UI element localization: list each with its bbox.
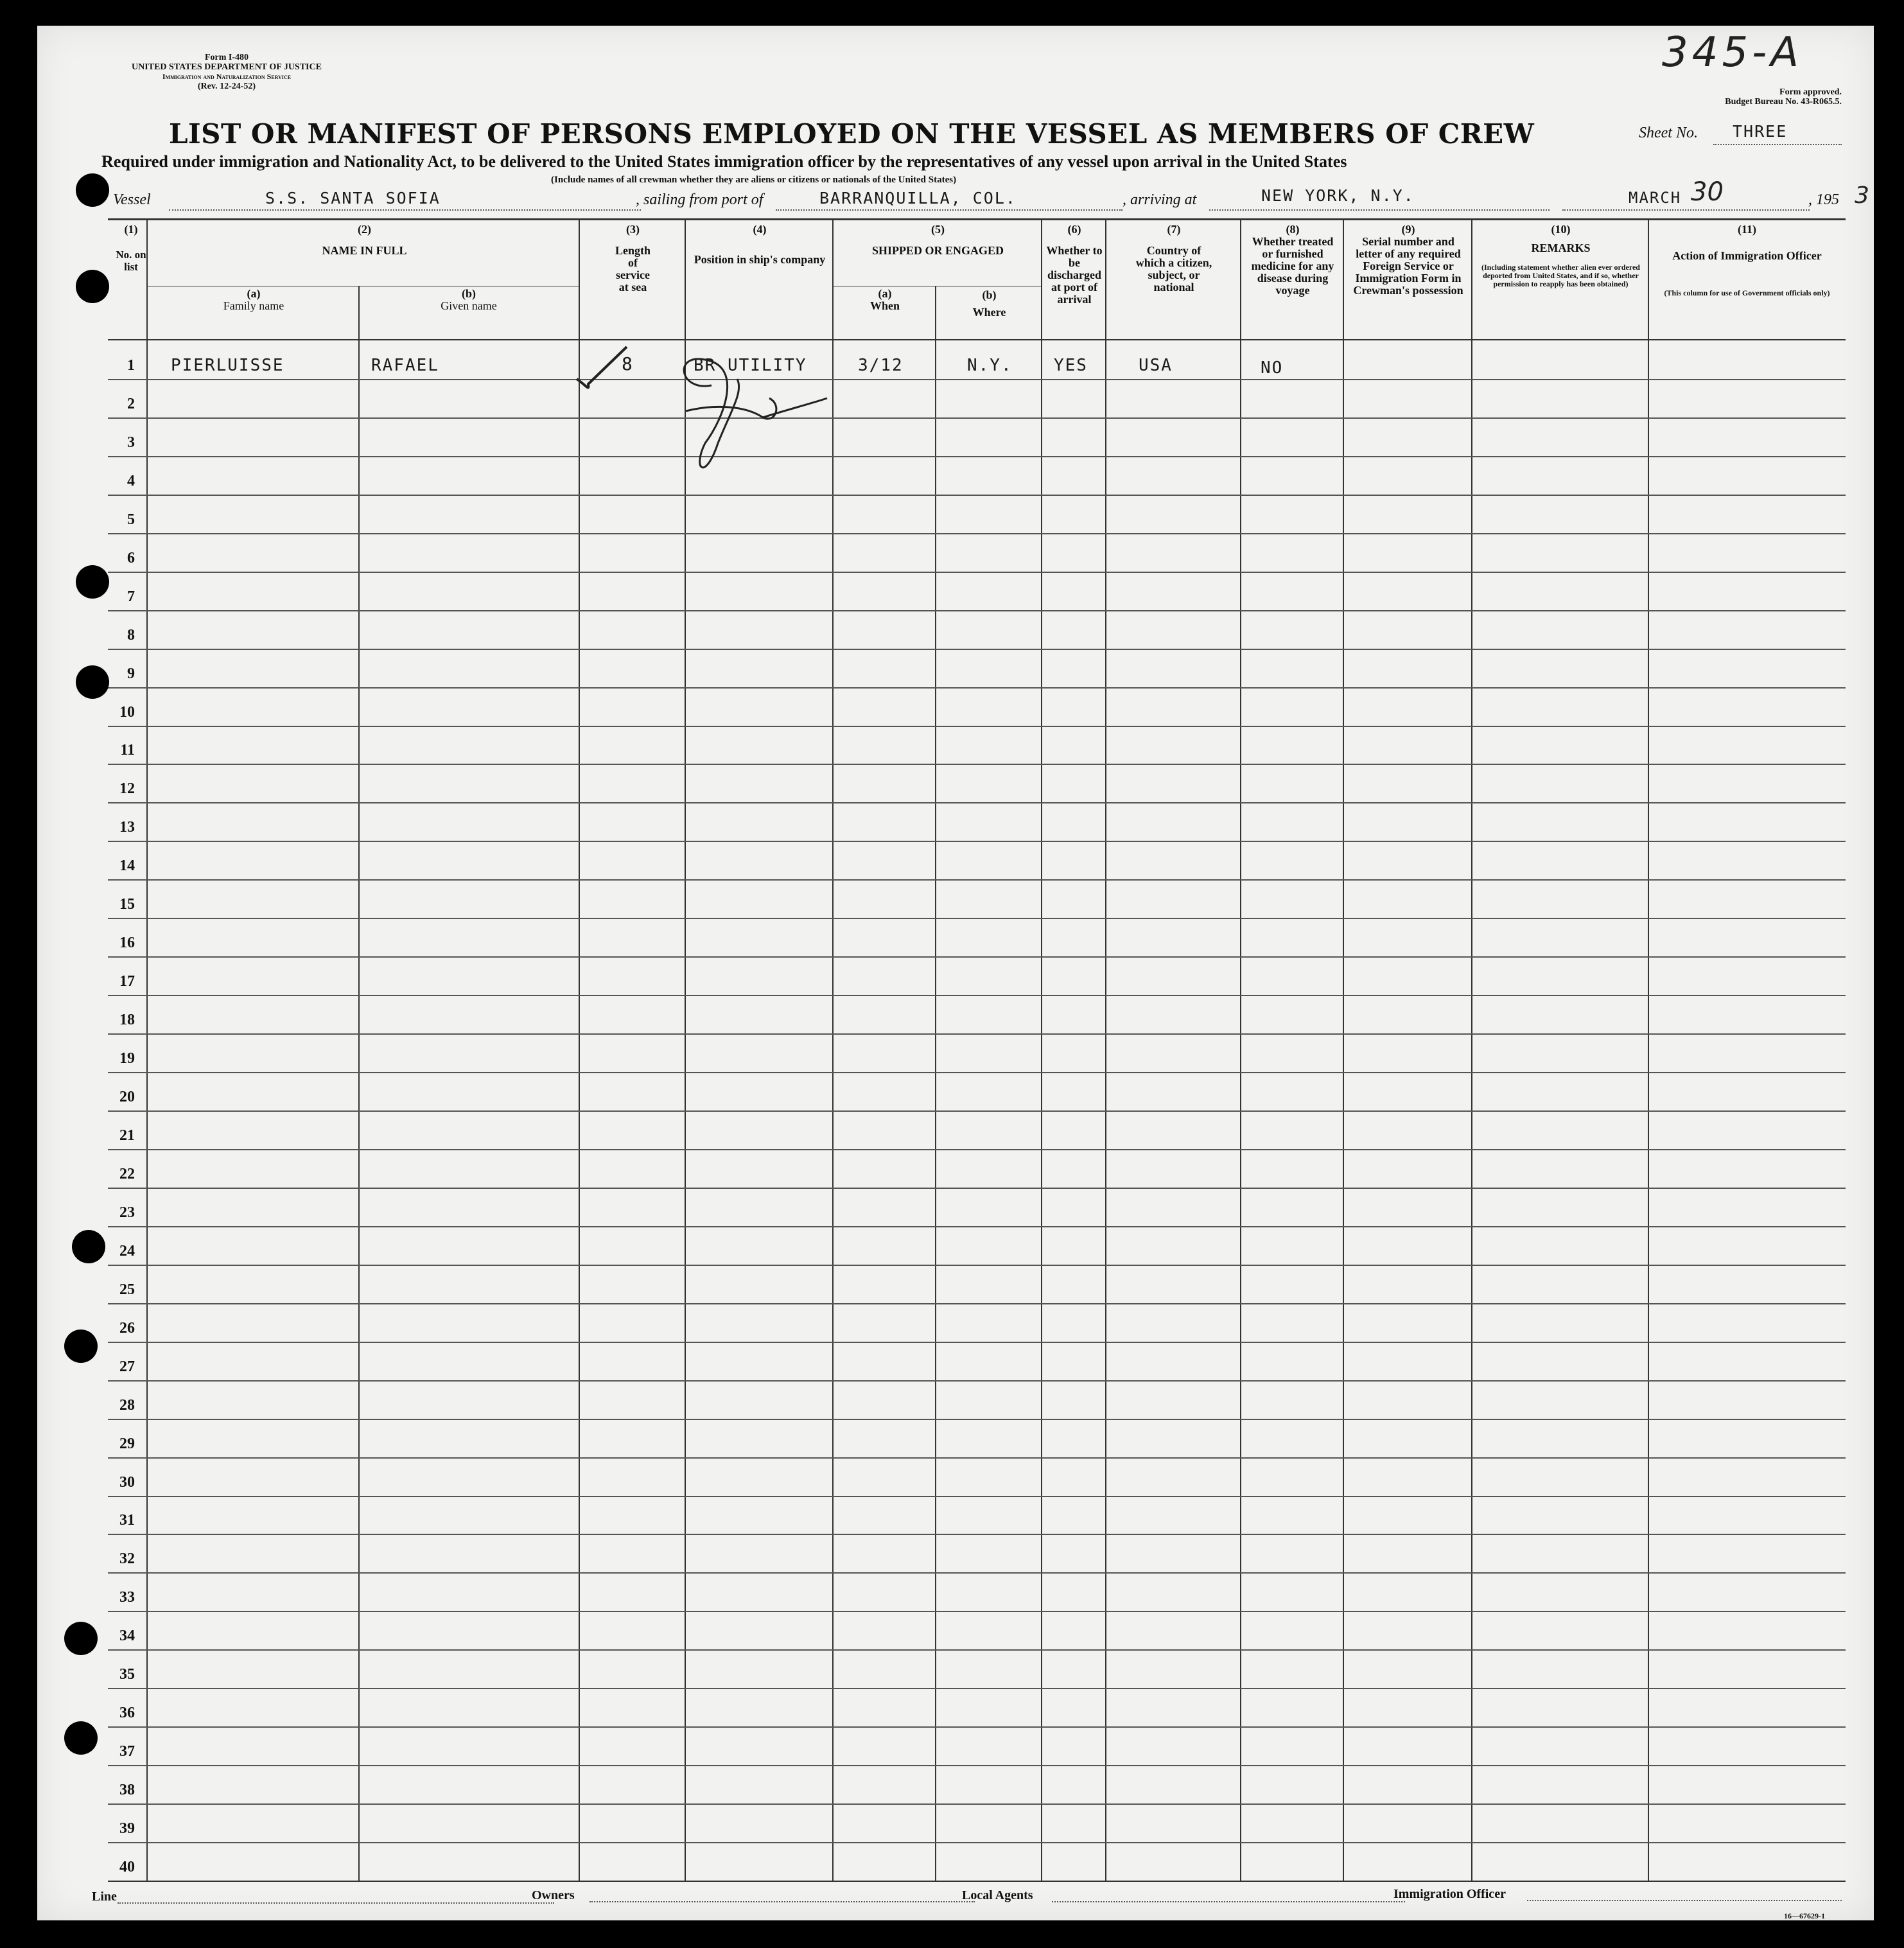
col2-number: (2) — [358, 223, 371, 236]
col2-header — [148, 224, 581, 257]
row-number: 1 — [127, 357, 135, 374]
col11-number: (11) — [1738, 223, 1756, 236]
row-number: 6 — [127, 550, 135, 566]
row-rule — [108, 649, 1846, 650]
row-number: 9 — [127, 665, 135, 682]
row-rule — [108, 1765, 1846, 1766]
row-number: 19 — [119, 1050, 135, 1067]
col4-number: (4) — [753, 223, 767, 236]
vessel-label: Vessel — [113, 191, 151, 208]
row-number: 35 — [119, 1666, 135, 1683]
footer-agents-field — [1052, 1901, 1405, 1902]
row-rule — [108, 764, 1846, 765]
row-rule — [108, 495, 1846, 496]
footer-officer-label: Immigration Officer — [1393, 1887, 1506, 1901]
entry-medicine: NO — [1261, 358, 1284, 378]
row-number: 38 — [119, 1782, 135, 1798]
row-rule — [108, 1380, 1846, 1382]
entry-discharged: YES — [1054, 356, 1088, 375]
row-rule — [108, 1842, 1846, 1843]
date-field-line — [1562, 209, 1810, 211]
row-number: 17 — [119, 973, 135, 990]
row-rule — [108, 802, 1846, 803]
col6-header — [1042, 224, 1106, 306]
row-number: 37 — [119, 1743, 135, 1760]
row-rule — [108, 533, 1846, 534]
row-number: 21 — [119, 1127, 135, 1144]
row-rule — [108, 918, 1846, 919]
col2a-header — [148, 288, 360, 312]
col1-header — [112, 224, 150, 273]
row-rule — [108, 1265, 1846, 1266]
row-rule — [108, 1649, 1846, 1651]
col3-label: Length of service at sea — [615, 244, 651, 294]
row-number: 33 — [119, 1589, 135, 1606]
row-rule — [108, 1419, 1846, 1420]
footer-owners-field — [590, 1901, 975, 1902]
col10-number: (10) — [1551, 223, 1571, 236]
col8-header — [1241, 224, 1344, 297]
entry-where: N.Y. — [967, 356, 1013, 375]
row-rule — [108, 1342, 1846, 1343]
binder-hole — [64, 1721, 98, 1755]
row-number: 25 — [119, 1281, 135, 1298]
row-rule — [108, 1226, 1846, 1227]
row-number: 28 — [119, 1397, 135, 1414]
col-divider-5 — [1041, 218, 1042, 1882]
col8-number: (8) — [1286, 223, 1300, 236]
approval-block — [1566, 87, 1842, 107]
col-divider-2a — [358, 286, 360, 1882]
row-rule — [108, 417, 1846, 419]
row-rule — [108, 1496, 1846, 1497]
footer-code: 16—67629-1 — [1784, 1911, 1825, 1920]
col5a-label: When — [869, 299, 900, 312]
col-divider-6 — [1105, 218, 1106, 1882]
row-number: 31 — [119, 1512, 135, 1529]
row-number: 26 — [119, 1320, 135, 1337]
row-number: 11 — [120, 742, 135, 759]
col6-label: Whether to be discharged at port of arrival — [1046, 244, 1103, 306]
row-rule — [108, 572, 1846, 573]
row-number: 20 — [119, 1089, 135, 1105]
entry-family-name: PIERLUISSE — [171, 356, 284, 375]
vessel-name: S.S. SANTA SOFIA — [265, 189, 441, 207]
departure-port: BARRANQUILLA, COL. — [819, 189, 1017, 207]
header-bottom-border — [108, 339, 1846, 340]
row-number: 3 — [127, 434, 135, 451]
col8-label: Whether treated or furnished medicine for any disease during voyage — [1251, 235, 1334, 297]
footer-line-field — [118, 1902, 554, 1904]
include-note: (Include names of all crewman whether they are aliens or citizens or nationals of the United States) — [551, 175, 957, 185]
row-rule — [108, 1188, 1846, 1189]
col5b-header — [936, 289, 1042, 319]
col11-label: Action of Immigration Officer — [1672, 249, 1822, 262]
row-rule — [108, 726, 1846, 727]
row-rule — [108, 995, 1846, 996]
col-divider-10 — [1648, 218, 1649, 1882]
row-rule — [108, 1726, 1846, 1728]
table-bottom-border — [108, 1881, 1846, 1882]
col4-label: Position in ship's company — [694, 253, 826, 266]
check-mark — [577, 347, 627, 387]
col-divider-7 — [1240, 218, 1241, 1882]
sheet-no-line — [1713, 144, 1842, 145]
row-number: 2 — [127, 396, 135, 412]
col6-number: (6) — [1067, 223, 1081, 236]
binder-hole — [64, 1329, 98, 1363]
form-id-block — [76, 53, 378, 91]
col2b-header — [360, 288, 578, 312]
port-field-line — [776, 209, 1122, 211]
col5b-number: (b) — [982, 288, 997, 301]
row-rule — [108, 610, 1846, 611]
row-rule — [108, 956, 1846, 958]
col2a-label: Family name — [223, 299, 284, 312]
revision: (Rev. 12-24-52) — [197, 82, 256, 91]
row-number: 8 — [127, 627, 135, 644]
row-number: 4 — [127, 473, 135, 489]
binder-hole — [76, 665, 109, 699]
entry-position: BR UTILITY — [694, 356, 807, 375]
col-divider-1 — [146, 218, 148, 1882]
binder-hole — [76, 565, 109, 599]
row-rule — [108, 1803, 1846, 1805]
table-top-border — [108, 218, 1846, 220]
department: UNITED STATES DEPARTMENT OF JUSTICE — [132, 62, 322, 72]
row-rule — [108, 1303, 1846, 1304]
footer-agents-label: Local Agents — [962, 1888, 1033, 1902]
row-rule — [108, 1072, 1846, 1073]
col-divider-5a — [935, 286, 936, 1882]
binder-hole — [76, 270, 109, 303]
subtitle: Required under immigration and Nationality Act, to be delivered to the United States immigration officer by the representatives of any vessel upon arrival in the United States — [101, 152, 1347, 171]
row-number: 16 — [119, 935, 135, 951]
col2b-label: Given name — [441, 299, 497, 312]
row-number: 29 — [119, 1435, 135, 1452]
row-rule — [108, 456, 1846, 457]
row-number: 14 — [119, 857, 135, 874]
handwritten-id: 345-A — [1662, 29, 1803, 76]
col10-label: REMARKS — [1531, 241, 1591, 254]
col11-header — [1649, 224, 1845, 262]
arrival-month: MARCH — [1629, 189, 1682, 207]
entry-given-name: RAFAEL — [371, 356, 439, 375]
arriving-label: , arriving at — [1122, 191, 1197, 208]
row-number: 24 — [119, 1243, 135, 1259]
col10-header — [1472, 224, 1649, 254]
col7-header — [1106, 224, 1241, 294]
handwritten-marks — [551, 315, 872, 520]
row-number: 36 — [119, 1705, 135, 1721]
col11-note: (This column for use of Government officials only) — [1664, 288, 1830, 297]
col4-header — [686, 224, 834, 266]
row-rule — [108, 1110, 1846, 1112]
footer-officer-field — [1527, 1900, 1842, 1901]
row-rule — [108, 1611, 1846, 1612]
col2a-number: (a) — [247, 287, 261, 300]
col10-note: (Including statement whether alien ever ordered deported from United States, and if so, whether permission to reapply has been obtained) — [1481, 263, 1640, 288]
row-rule — [108, 687, 1846, 689]
col1-label: No. on list — [116, 249, 146, 273]
row-rule — [108, 841, 1846, 842]
entry-country: USA — [1139, 356, 1173, 375]
footer-line-label: Line — [92, 1890, 117, 1904]
arrival-day: 30 — [1691, 177, 1724, 207]
binder-hole — [64, 1622, 98, 1655]
sheet-number: THREE — [1733, 122, 1788, 141]
vessel-field-line — [169, 209, 641, 211]
row-number: 39 — [119, 1820, 135, 1837]
row-rule — [108, 1457, 1846, 1459]
row-number: 27 — [119, 1358, 135, 1375]
row-number: 32 — [119, 1550, 135, 1567]
row-number: 15 — [119, 896, 135, 913]
row-number: 34 — [119, 1628, 135, 1644]
year-suffix: 3 — [1855, 182, 1869, 209]
col2b-number: (b) — [462, 287, 476, 300]
col5a-header — [834, 288, 936, 312]
row-number: 23 — [119, 1204, 135, 1221]
col5-number: (5) — [931, 223, 945, 236]
page-title: LIST OR MANIFEST OF PERSONS EMPLOYED ON THE VESSEL AS MEMBERS OF CREW — [169, 118, 1535, 150]
col3-number: (3) — [626, 223, 640, 236]
sheet-label: Sheet No. — [1639, 125, 1698, 141]
form-number: Form I-480 — [204, 53, 249, 62]
year-prefix: , 195 — [1808, 191, 1839, 208]
col3-header — [580, 224, 686, 294]
col7-label: Country of which a citizen, subject, or national — [1135, 244, 1212, 294]
row-rule — [108, 1149, 1846, 1150]
col2-label: NAME IN FULL — [322, 244, 407, 257]
col5-label: SHIPPED OR ENGAGED — [871, 244, 1004, 257]
budget-number: Budget Bureau No. 43-R065.5. — [1725, 97, 1842, 107]
arrival-port: NEW YORK, N.Y. — [1261, 186, 1415, 205]
row-number: 10 — [119, 704, 135, 721]
row-rule — [108, 879, 1846, 881]
col-divider-8 — [1343, 218, 1344, 1882]
col9-label: Serial number and letter of any required Foreign Service or Immigration Form in Crewman's possession — [1353, 235, 1463, 297]
row-number: 7 — [127, 588, 135, 605]
row-rule — [108, 1688, 1846, 1689]
col-divider-9 — [1471, 218, 1472, 1882]
binder-hole — [72, 1230, 105, 1263]
col5a-number: (a) — [878, 287, 892, 300]
col9-number: (9) — [1401, 223, 1415, 236]
row-number: 5 — [127, 511, 135, 528]
arrival-field-line — [1209, 209, 1550, 211]
service-name: Immigration and Naturalization Service — [162, 72, 292, 81]
col5-header — [834, 224, 1042, 257]
row-number: 30 — [119, 1474, 135, 1491]
form-approved: Form approved. — [1779, 87, 1842, 97]
row-number: 12 — [119, 780, 135, 797]
manifest-sheet — [37, 26, 1874, 1920]
row-number: 18 — [119, 1012, 135, 1028]
row-rule — [108, 1572, 1846, 1574]
binder-hole — [76, 173, 109, 207]
footer-owners-label: Owners — [532, 1888, 575, 1902]
col5b-label: Where — [972, 306, 1006, 319]
col7-number: (7) — [1167, 223, 1181, 236]
entry-service-length: 8 — [622, 353, 634, 374]
row-number: 13 — [119, 819, 135, 836]
sailing-label: , sailing from port of — [636, 191, 764, 208]
signature-scribble — [684, 359, 827, 468]
row-rule — [108, 1534, 1846, 1535]
row-number: 22 — [119, 1166, 135, 1182]
col9-header — [1344, 224, 1472, 297]
entry-when: 3/12 — [858, 356, 904, 375]
row-number: 40 — [119, 1859, 135, 1875]
col1-number: (1) — [124, 223, 138, 236]
row-rule — [108, 379, 1846, 380]
row-rule — [108, 1033, 1846, 1035]
